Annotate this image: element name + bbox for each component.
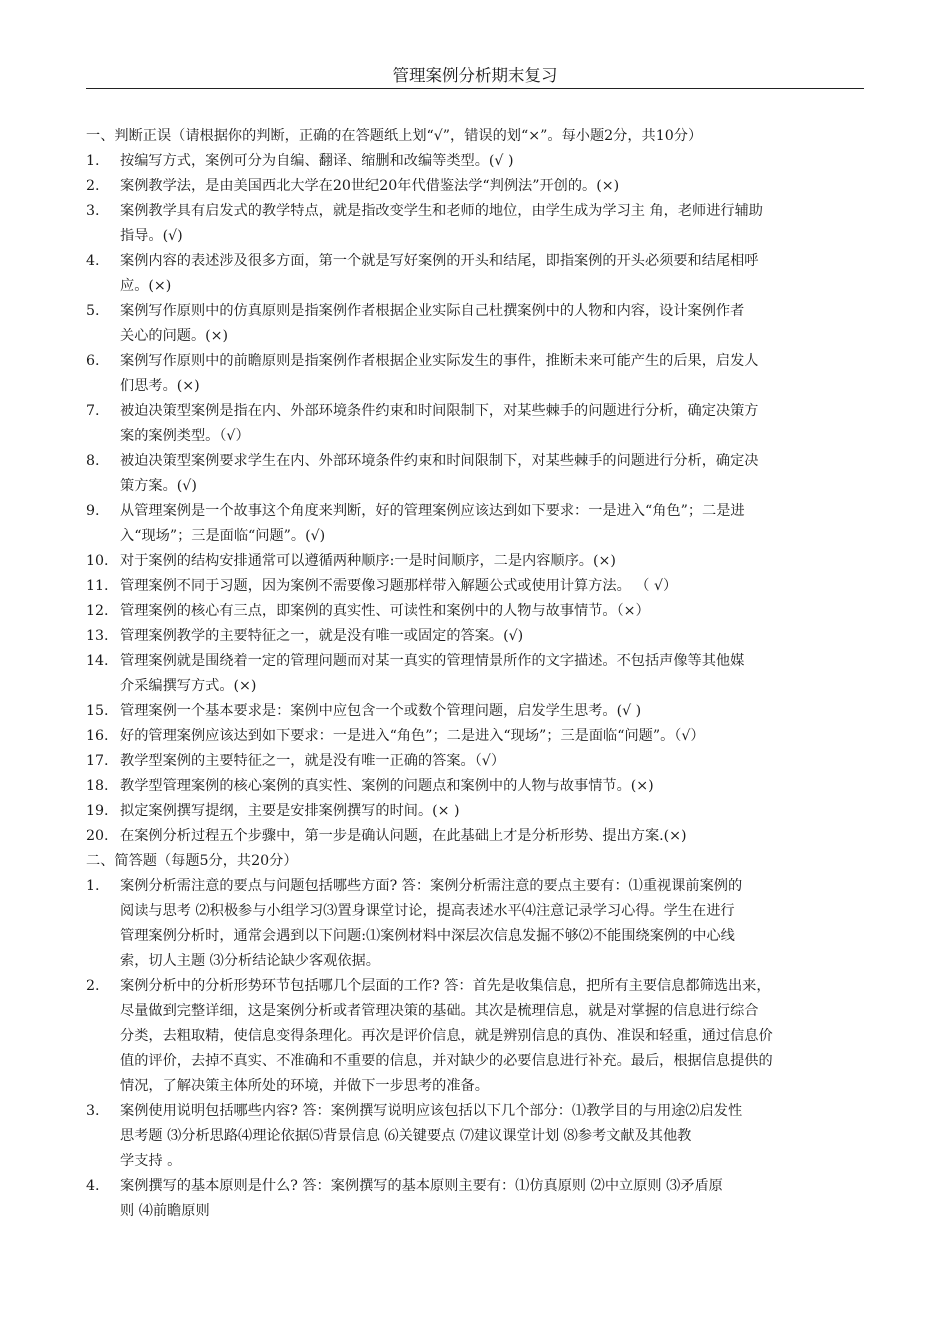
- item-number: 19.: [86, 803, 109, 819]
- list-item: [86, 874, 864, 974]
- item-text-line: 好的管理案例应该达到如下要求：一是进入“角色”；二是进入“现场”；三是面临“问题”。（√）: [120, 728, 705, 744]
- item-text-line: 案例写作原则中的仿真原则是指案例作者根据企业实际自己杜撰案例中的人物和内容，设计案例作者: [120, 303, 745, 319]
- list-item: [86, 774, 864, 799]
- item-number: 9.: [86, 503, 100, 519]
- item-text-line: 值的评价，去掉不真实、不准确和不重要的信息，并对缺少的必要信息进行补充。最后，根据信息提供的: [120, 1053, 773, 1069]
- item-text-line: 情况，了解决策主体所处的环境，并做下一步思考的准备。: [120, 1078, 489, 1094]
- list-item: [86, 199, 864, 249]
- item-text-line: 分类，去粗取精，使信息变得条理化。再次是评价信息，就是辨别信息的真伪、准误和轻重，通过信息价: [120, 1028, 773, 1044]
- item-number: 1.: [86, 878, 100, 894]
- item-text-line: 拟定案例撰写提纲，主要是安排案例撰写的时间。(× ): [120, 803, 460, 819]
- item-number: 11.: [86, 578, 109, 594]
- item-text-line: 入“现场”；三是面临“问题”。(√): [120, 528, 326, 544]
- item-text: [120, 974, 864, 1099]
- item-text: [120, 1099, 864, 1174]
- item-text-line: 案例内容的表述涉及很多方面，第一个就是写好案例的开头和结尾，即指案例的开头必须要和结尾相呼: [120, 253, 759, 269]
- item-text-line: 案例教学法，是由美国西北大学在20世纪20年代借鉴法学“判例法”开创的。(×): [120, 178, 620, 194]
- item-number: 5.: [86, 303, 100, 319]
- list-item: [86, 174, 864, 199]
- item-text-line: 案例分析中的分析形势环节包括哪几个层面的工作? 答：首先是收集信息，把所有主要信息都筛选出来，: [120, 978, 771, 994]
- item-text: [120, 199, 864, 249]
- item-text: [120, 174, 864, 199]
- item-number: 16.: [86, 728, 109, 744]
- item-text: [120, 649, 864, 699]
- item-number: 12.: [86, 603, 109, 619]
- item-text-line: 案例写作原则中的前瞻原则是指案例作者根据企业实际发生的事件，推断未来可能产生的后果，启发人: [120, 353, 759, 369]
- item-text-line: 被迫决策型案例要求学生在内、外部环境条件约束和时间限制下，对某些棘手的问题进行分析，确定决: [120, 453, 759, 469]
- item-text-line: 案例教学具有启发式的教学特点，就是指改变学生和老师的地位，由学生成为学习主 角，老师进行辅助: [120, 203, 763, 219]
- section2-heading: 二、简答题（每题5分，共20分）: [86, 853, 298, 869]
- item-number: 8.: [86, 453, 100, 469]
- section2-list: [86, 874, 864, 1224]
- list-item: [86, 574, 864, 599]
- item-number: 18.: [86, 778, 109, 794]
- document-body: [86, 124, 864, 1224]
- item-number: 6.: [86, 353, 100, 369]
- item-number: 13.: [86, 628, 109, 644]
- item-text-line: 案例撰写的基本原则是什么? 答：案例撰写的基本原则主要有：⑴仿真原则 ⑵中立原则 ⑶矛盾原: [120, 1178, 723, 1194]
- item-number: 1.: [86, 153, 100, 169]
- item-text-line: 教学型案例的主要特征之一，就是没有唯一正确的答案。（√）: [120, 753, 506, 769]
- item-text: [120, 399, 864, 449]
- list-item: [86, 349, 864, 399]
- item-text: [120, 449, 864, 499]
- item-number: 17.: [86, 753, 109, 769]
- item-text-line: 索，切人主题 ⑶分析结论缺少客观依据。: [120, 953, 380, 969]
- list-item: [86, 749, 864, 774]
- list-item: [86, 824, 864, 849]
- item-text: [120, 549, 864, 574]
- list-item: [86, 599, 864, 624]
- document-title: 管理案例分析期末复习: [392, 66, 558, 85]
- item-text: [120, 299, 864, 349]
- item-text-line: 教学型管理案例的核心案例的真实性、案例的问题点和案例中的人物与故事情节。(×): [120, 778, 654, 794]
- list-item: [86, 499, 864, 549]
- list-item: [86, 724, 864, 749]
- item-text-line: 管理案例的核心有三点，即案例的真实性、可读性和案例中的人物与故事情节。（×）: [120, 603, 650, 619]
- item-number: 2.: [86, 178, 100, 194]
- item-text-line: 关心的问题。(×): [120, 328, 229, 344]
- list-item: [86, 699, 864, 724]
- list-item: [86, 974, 864, 1099]
- item-number: 15.: [86, 703, 109, 719]
- item-number: 20.: [86, 828, 109, 844]
- item-text-line: 尽量做到完整详细，这是案例分析或者管理决策的基础。其次是梳理信息，就是对掌握的信息进行综合: [120, 1003, 759, 1019]
- item-number: 4.: [86, 253, 100, 269]
- item-text-line: 从管理案例是一个故事这个角度来判断，好的管理案例应该达到如下要求：一是进入“角色”；二是进: [120, 503, 745, 519]
- list-item: [86, 799, 864, 824]
- item-number: 7.: [86, 403, 100, 419]
- item-text-line: 管理案例不同于习题，因为案例不需要像习题那样带入解题公式或使用计算方法。 （ √）: [120, 578, 678, 594]
- item-text-line: 管理案例分析时，通常会遇到以下问题:⑴案例材料中深层次信息发掘不够⑵不能围绕案例的中心线: [120, 928, 735, 944]
- item-text-line: 指导。(√): [120, 228, 183, 244]
- item-text: [120, 1174, 864, 1224]
- list-item: [86, 449, 864, 499]
- list-item: [86, 249, 864, 299]
- item-text-line: 按编写方式，案例可分为自编、翻译、缩删和改编等类型。(√ ): [120, 153, 514, 169]
- item-text: [120, 349, 864, 399]
- list-item: [86, 1099, 864, 1174]
- item-number: 3.: [86, 203, 100, 219]
- item-text: [120, 749, 864, 774]
- item-text: [120, 499, 864, 549]
- list-item: [86, 624, 864, 649]
- item-text: [120, 824, 864, 849]
- item-text-line: 被迫决策型案例是指在内、外部环境条件约束和时间限制下，对某些棘手的问题进行分析，确定决策方: [120, 403, 759, 419]
- item-text-line: 在案例分析过程五个步骤中，第一步是确认问题，在此基础上才是分析形势、提出方案.(×): [120, 828, 687, 844]
- item-text-line: 介采编撰写方式。(×): [120, 678, 257, 694]
- item-text: [120, 799, 864, 824]
- list-item: [86, 149, 864, 174]
- item-text: [120, 624, 864, 649]
- item-text-line: 管理案例教学的主要特征之一，就是没有唯一或固定的答案。(√): [120, 628, 524, 644]
- item-text-line: 管理案例就是围绕着一定的管理问题而对某一真实的管理情景所作的文字描述。不包括声像等其他媒: [120, 653, 745, 669]
- item-text-line: 阅读与思考 ⑵积极参与小组学习⑶置身课堂讨论，提高表述水平⑷注意记录学习心得。学生在进行: [120, 903, 735, 919]
- item-text: [120, 599, 864, 624]
- item-text-line: 案的案例类型。（√）: [120, 428, 250, 444]
- section1-heading: 一、判断正误（请根据你的判断，正确的在答题纸上划“√”，错误的划“×”。每小题2分，共10分）: [86, 128, 703, 144]
- item-text-line: 管理案例一个基本要求是：案例中应包含一个或数个管理问题，启发学生思考。(√ ): [120, 703, 642, 719]
- list-item: [86, 549, 864, 574]
- item-number: 4.: [86, 1178, 100, 1194]
- item-text-line: 们思考。(×): [120, 378, 200, 394]
- item-text-line: 则 ⑷前瞻原则: [120, 1203, 210, 1219]
- item-number: 2.: [86, 978, 100, 994]
- item-text-line: 案例使用说明包括哪些内容? 答：案例撰写说明应该包括以下几个部分：⑴教学目的与用途⑵启发性: [120, 1103, 743, 1119]
- item-text: [120, 874, 864, 974]
- item-text: [120, 699, 864, 724]
- item-text-line: 思考题 ⑶分析思路⑷理论依据⑸背景信息 ⑹关键要点 ⑺建议课堂计划 ⑻参考文献及其他教: [120, 1128, 692, 1144]
- title-underline: [86, 88, 864, 89]
- list-item: [86, 399, 864, 449]
- item-text-line: 策方案。(√): [120, 478, 197, 494]
- section1-list: [86, 149, 864, 849]
- list-item: [86, 1174, 864, 1224]
- item-number: 14.: [86, 653, 109, 669]
- item-text-line: 对于案例的结构安排通常可以遵循两种顺序:一是时间顺序，二是内容顺序。(×): [120, 553, 616, 569]
- item-text-line: 案例分析需注意的要点与问题包括哪些方面? 答：案例分析需注意的要点主要有：⑴重视课前案例的: [120, 878, 743, 894]
- list-item: [86, 649, 864, 699]
- item-text: [120, 574, 864, 599]
- item-text: [120, 149, 864, 174]
- item-number: 3.: [86, 1103, 100, 1119]
- item-text-line: 应。(×): [120, 278, 172, 294]
- list-item: [86, 299, 864, 349]
- item-text: [120, 774, 864, 799]
- item-text-line: 学支持 。: [120, 1153, 182, 1169]
- item-text: [120, 249, 864, 299]
- item-number: 10.: [86, 553, 109, 569]
- item-text: [120, 724, 864, 749]
